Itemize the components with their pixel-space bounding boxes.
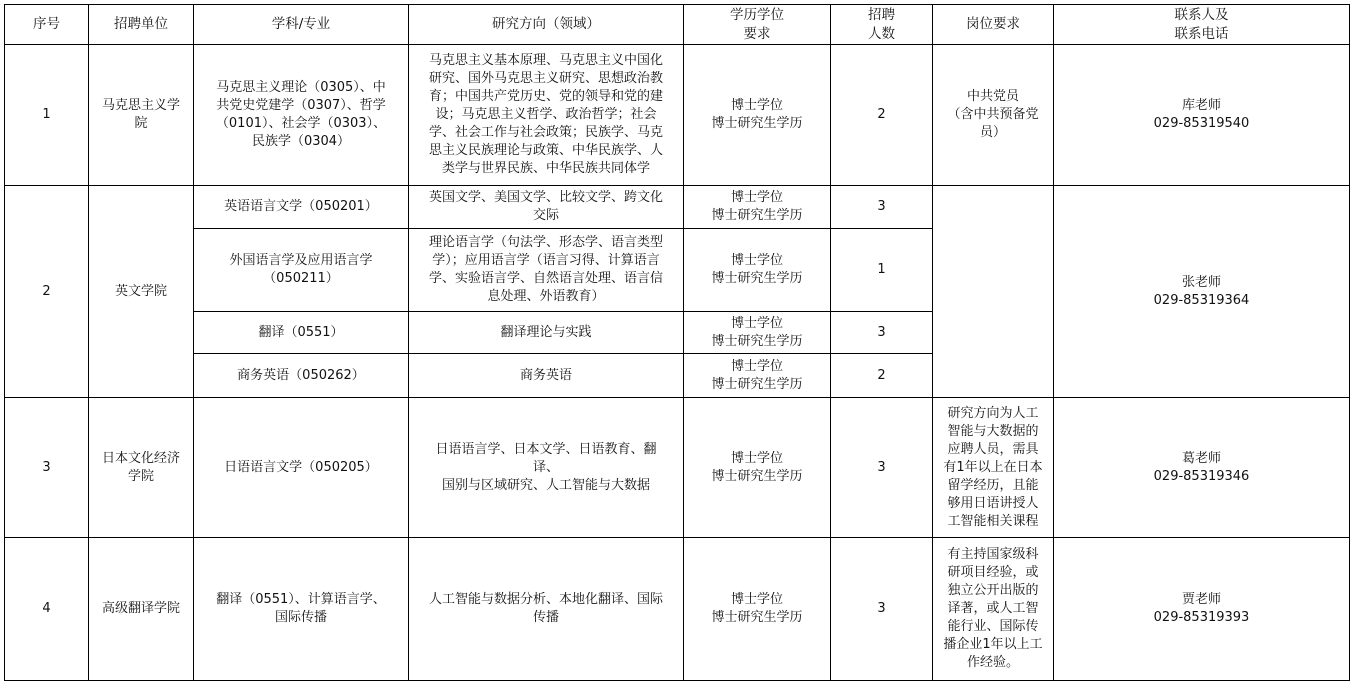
cell-contact: 葛老师 029-85319346 [1054,398,1350,538]
cell-direction: 理论语言学（句法学、形态学、语言类型 学）；应用语言学（语言习得、计算语言 学、实验语言学、自然语言处理、语言信 息处理、外语教育） [409,229,684,312]
cell-requirement: 有主持国家级科 研项目经验，或 独立公开出版的 译著，或人工智 能行业、国际传 播企业1年以上工 作经验。 [933,538,1054,681]
cell-count: 3 [831,186,933,229]
cell-direction: 马克思主义基本原理、马克思主义中国化 研究、国外马克思主义研究、思想政治教 育；中国共产党历史、党的领导和党的建 设；马克思主义哲学、政治哲学；社会 学、社会工作与社会政策；民族学、马克 思主义民族理论与政策、中华民族学、人 类学与世界民族、中华民族共同体学 [409,45,684,186]
cell-contact: 库老师 029-85319540 [1054,45,1350,186]
header-seq: 序号 [5,5,89,45]
header-direction: 研究方向（领域） [409,5,684,45]
cell-degree: 博士学位 博士研究生学历 [684,45,831,186]
cell-direction: 商务英语 [409,354,684,398]
cell-major: 商务英语（050262） [194,354,409,398]
cell-direction: 日语语言学、日本文学、日语教育、翻 译、 国别与区域研究、人工智能与大数据 [409,398,684,538]
table-row [5,398,1350,538]
header-row [5,5,1350,45]
cell-major: 日语语言文学（050205） [194,398,409,538]
cell-seq: 2 [5,186,89,398]
header-requirement: 岗位要求 [933,5,1054,45]
cell-direction: 翻译理论与实践 [409,312,684,354]
table-row [5,186,1350,229]
header-degree: 学历学位 要求 [684,5,831,45]
header-major: 学科/专业 [194,5,409,45]
header-unit: 招聘单位 [89,5,194,45]
cell-unit: 英文学院 [89,186,194,398]
cell-seq: 4 [5,538,89,681]
cell-count: 3 [831,538,933,681]
cell-degree: 博士学位 博士研究生学历 [684,229,831,312]
cell-unit: 马克思主义学 院 [89,45,194,186]
table-row [5,538,1350,681]
cell-major: 外国语言学及应用语言学 （050211） [194,229,409,312]
cell-contact: 张老师 029-85319364 [1054,186,1350,398]
cell-direction: 英国文学、美国文学、比较文学、跨文化 交际 [409,186,684,229]
table-row [5,45,1350,186]
cell-count: 3 [831,398,933,538]
cell-major: 马克思主义理论（0305）、中 共党史党建学（0307）、哲学 （0101）、社会学（0303）、 民族学（0304） [194,45,409,186]
cell-degree: 博士学位 博士研究生学历 [684,354,831,398]
recruitment-table [4,4,1350,681]
cell-requirement [933,186,1054,398]
cell-count: 1 [831,229,933,312]
cell-unit: 高级翻译学院 [89,538,194,681]
cell-major: 翻译（0551）、计算语言学、 国际传播 [194,538,409,681]
cell-count: 3 [831,312,933,354]
cell-major: 英语语言文学（050201） [194,186,409,229]
cell-seq: 3 [5,398,89,538]
cell-degree: 博士学位 博士研究生学历 [684,186,831,229]
cell-major: 翻译（0551） [194,312,409,354]
cell-unit: 日本文化经济 学院 [89,398,194,538]
cell-contact: 贾老师 029-85319393 [1054,538,1350,681]
cell-count: 2 [831,45,933,186]
header-count: 招聘 人数 [831,5,933,45]
cell-degree: 博士学位 博士研究生学历 [684,398,831,538]
cell-degree: 博士学位 博士研究生学历 [684,538,831,681]
cell-direction: 人工智能与数据分析、本地化翻译、国际 传播 [409,538,684,681]
header-contact: 联系人及 联系电话 [1054,5,1350,45]
cell-requirement: 中共党员 （含中共预备党 员） [933,45,1054,186]
cell-requirement: 研究方向为人工 智能与大数据的 应聘人员，需具 有1年以上在日本 留学经历，且能 够用日语讲授人 工智能相关课程 [933,398,1054,538]
cell-count: 2 [831,354,933,398]
cell-degree: 博士学位 博士研究生学历 [684,312,831,354]
cell-seq: 1 [5,45,89,186]
